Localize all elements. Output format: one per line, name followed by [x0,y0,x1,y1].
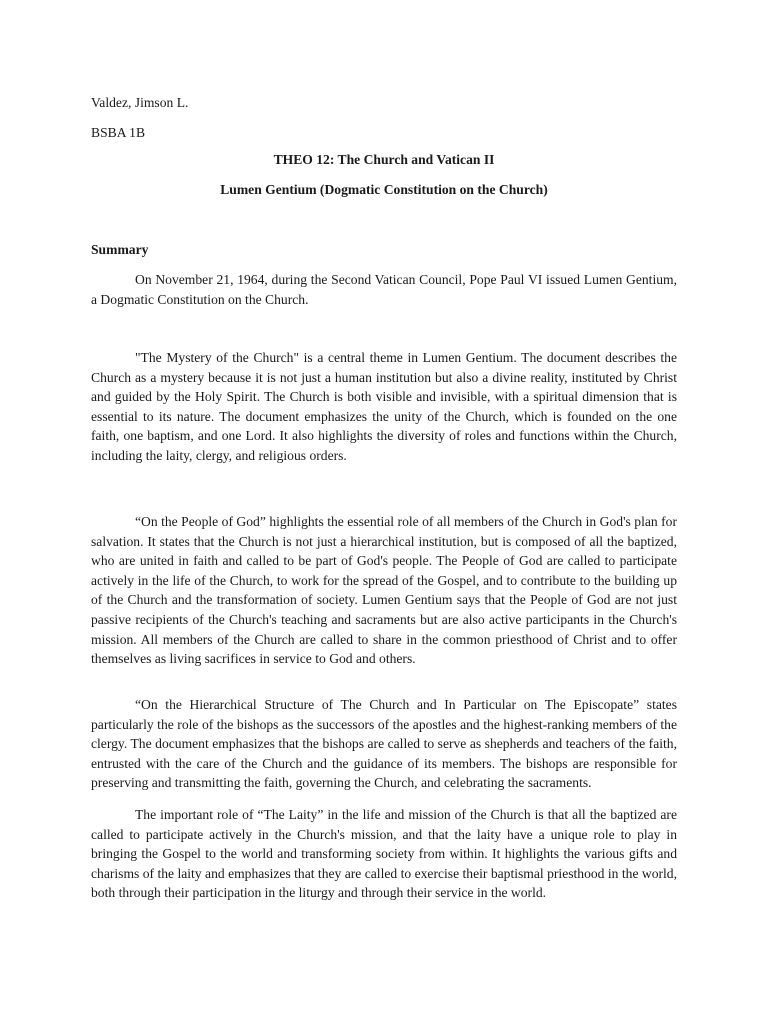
summary-paragraph-3 [91,512,677,669]
paragraph-text: “On the Hierarchical Structure of The Church and In Particular on The Episcopate” states particularly the role of the bishops as the successors of the apostles and the highest-ranking members of the clergy. The document emphasizes that the bishops are called to serve as shepherds and teachers of the faith, entrusted with the care of the Church and the guidance of its members. The bishops are responsible for preserving and transmitting the faith, governing the Church, and celebrating the sacraments. [91,697,677,791]
summary-paragraph-2 [91,348,677,466]
paragraph-text: The important role of “The Laity” in the life and mission of the Church is that all the baptized are called to participate actively in the Church's mission, and that the laity have a unique role to play in bringing the Gospel to the world and transforming society from within. It highlights the various gifts and charisms of the laity and emphasizes that they are called to exercise their baptismal priesthood in the world, both through their participation in the liturgy and through their service in the world. [91,807,677,901]
author-name: Valdez, Jimson L. [91,95,189,110]
course-title: THEO 12: The Church and Vatican II [273,152,495,167]
summary-heading: Summary [91,242,149,257]
document-title: Lumen Gentium (Dogmatic Constitution on the Church) [220,182,548,197]
paragraph-text: “On the People of God” highlights the essential role of all members of the Church in God's plan for salvation. It states that the Church is not just a hierarchical institution, but is composed of all the baptized, who are united in faith and called to be part of God's people. The People of God are called to participate actively in the life of the Church, to work for the spread of the Gospel, and to contribute to the building up of the Church and the transformation of society. Lumen Gentium says that the People of God are not just passive recipients of the Church's teaching and sacraments but are also active participants in the Church's mission. All members of the Church are called to share in the common priesthood of Christ and to offer themselves as living sacrifices in service to God and others. [91,514,677,667]
author-section: BSBA 1B [91,125,146,140]
summary-paragraph-4 [91,695,677,793]
paragraph-text: On November 21, 1964, during the Second Vatican Council, Pope Paul VI issued Lumen Gentium, a Dogmatic Constitution on the Church. [91,272,677,307]
summary-paragraph-1 [91,270,677,309]
paragraph-text: "The Mystery of the Church" is a central theme in Lumen Gentium. The document describes the Church as a mystery because it is not just a human institution but also a divine reality, instituted by Christ and guided by the Holy Spirit. The Church is both visible and invisible, with a spiritual dimension that is essential to its nature. The document emphasizes the unity of the Church, which is founded on the one faith, one baptism, and one Lord. It also highlights the diversity of roles and functions within the Church, including the laity, clergy, and religious orders. [91,350,677,463]
summary-paragraph-5 [91,805,677,903]
